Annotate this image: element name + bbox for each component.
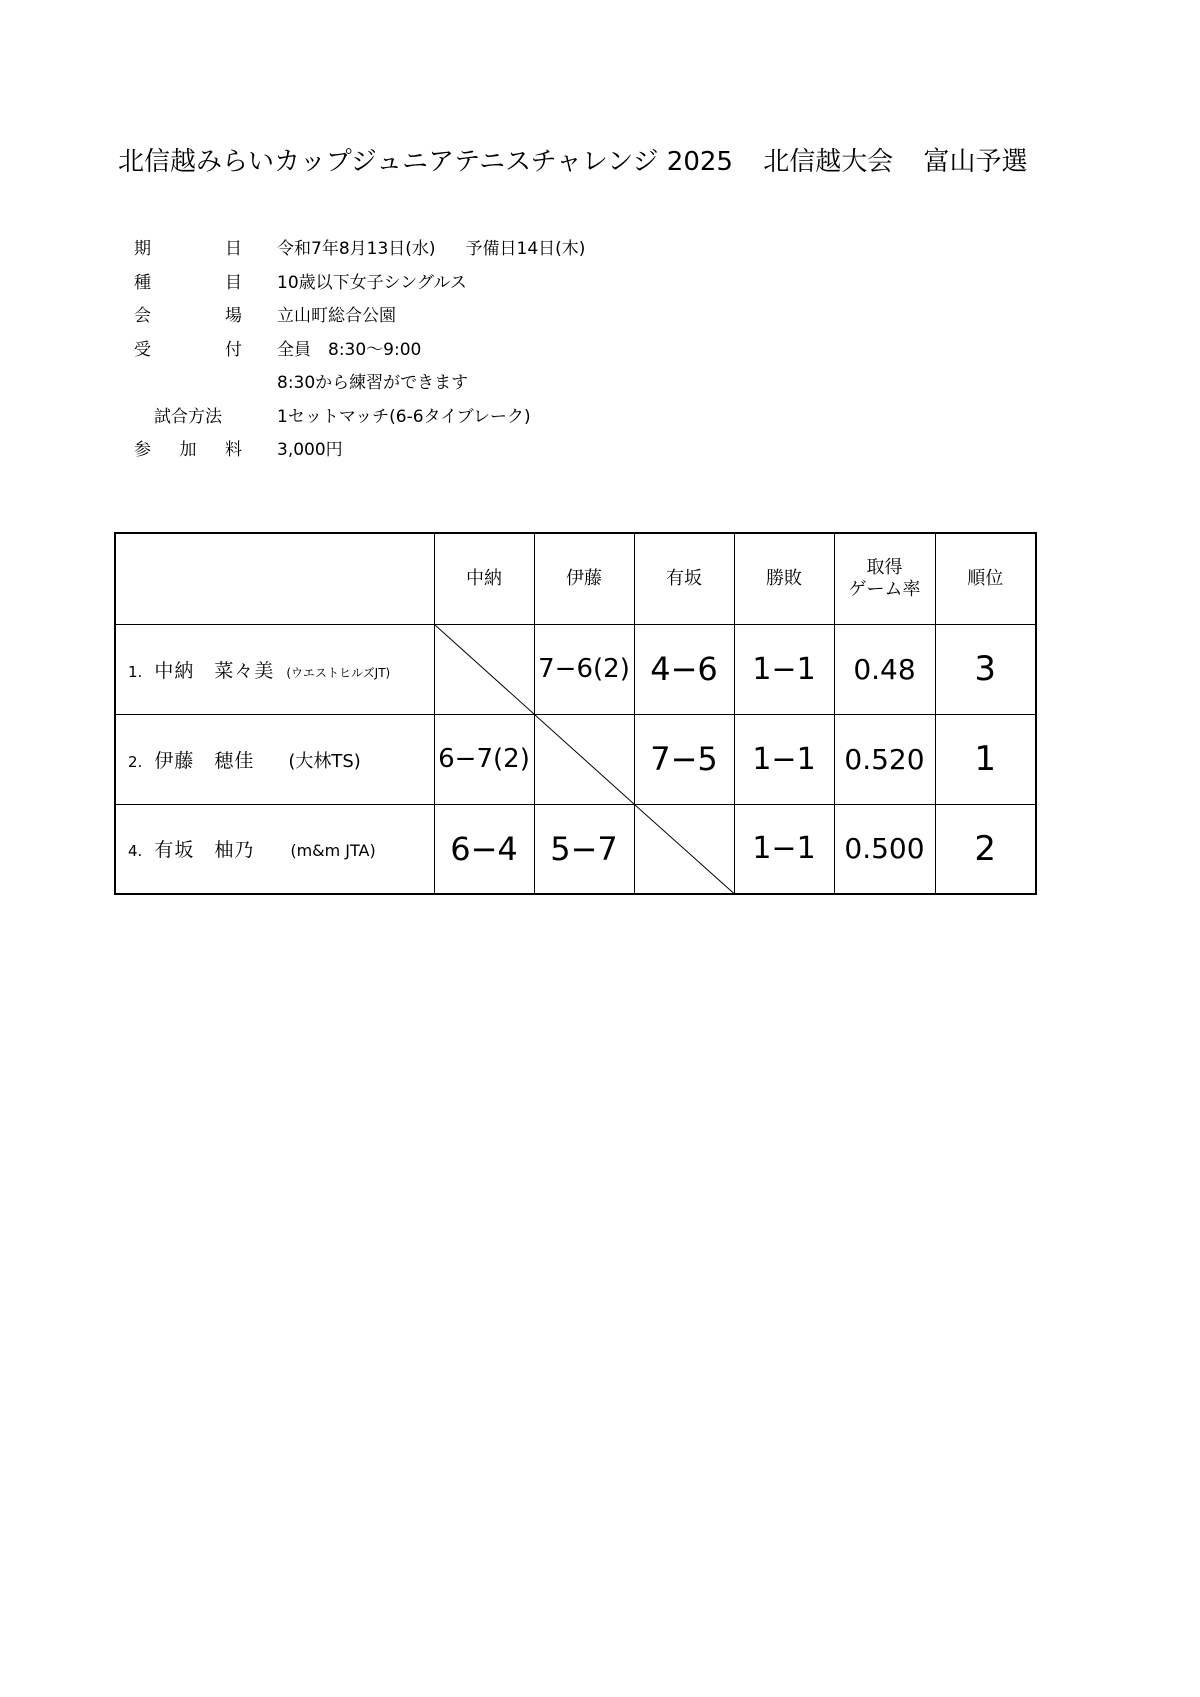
player-name: 伊藤 穂佳 — [154, 749, 255, 772]
player-seq: 1. — [128, 662, 143, 681]
info-label-date: 期 日 — [134, 239, 242, 259]
player-name: 有坂 柚乃 — [154, 839, 255, 862]
reserve-date: 予備日14日(木) — [465, 239, 586, 259]
self-match-cell — [534, 714, 634, 804]
info-value-date: 令和7年8月13日(水) 予備日14日(木) — [277, 239, 586, 259]
diagonal-line — [435, 625, 534, 714]
player-cell — [115, 804, 434, 894]
table-row — [115, 804, 1036, 894]
player-club: (m&m JTA) — [290, 841, 376, 861]
diagonal-line — [535, 715, 634, 804]
match-score: 5−7 — [534, 804, 634, 894]
info-value-reception-note: 8:30から練習ができます — [277, 373, 469, 393]
diagonal-line — [635, 805, 734, 894]
info-value-fee: 3,000円 — [277, 440, 343, 460]
header-player-3: 有坂 — [634, 533, 734, 624]
winloss-value: 1−1 — [734, 624, 834, 714]
table-row — [115, 714, 1036, 804]
rank-value: 1 — [935, 714, 1036, 804]
game-rate-value: 0.48 — [834, 624, 935, 714]
header-winloss: 勝敗 — [734, 533, 834, 624]
info-label-format: 試合方法 — [154, 406, 222, 427]
info-value-reception: 全員 8:30～9:00 — [277, 339, 422, 360]
match-score: 7−5 — [634, 714, 734, 804]
player-club: (ウエストヒルズJT) — [286, 665, 391, 680]
winloss-value: 1−1 — [734, 714, 834, 804]
match-score: 7−6(2) — [534, 624, 634, 714]
self-match-cell — [634, 804, 734, 894]
round-robin-table — [114, 532, 1037, 895]
rank-value: 2 — [935, 804, 1036, 894]
title-qualifier: 富山予選 — [923, 147, 1028, 177]
winloss-value: 1−1 — [734, 804, 834, 894]
match-score: 6−7(2) — [434, 714, 534, 804]
player-seq: 2. — [128, 752, 143, 771]
player-seq: 4. — [128, 842, 143, 861]
player-cell — [115, 714, 434, 804]
title-tournament: 北信越みらいカップジュニアテニスチャレンジ 2025 — [118, 147, 733, 177]
rank-value: 3 — [935, 624, 1036, 714]
header-rank: 順位 — [935, 533, 1036, 624]
info-value-event: 10歳以下女子シングルス — [277, 272, 467, 293]
document-title — [118, 142, 1118, 182]
info-value-format: 1セットマッチ(6-6タイブレーク) — [277, 406, 531, 427]
match-score: 6−4 — [434, 804, 534, 894]
self-match-cell — [434, 624, 534, 714]
info-label-reception: 受 付 — [134, 339, 242, 360]
player-cell — [115, 624, 434, 714]
player-name: 中納 菜々美 — [154, 659, 275, 682]
header-player-1: 中納 — [434, 533, 534, 624]
header-player-2: 伊藤 — [534, 533, 634, 624]
info-label-event: 種 目 — [134, 272, 242, 293]
title-event: 北信越大会 — [763, 147, 894, 177]
info-label-venue: 会 場 — [134, 306, 242, 326]
info-label-fee: 参 加 料 — [134, 440, 242, 460]
game-rate-value: 0.500 — [834, 804, 935, 894]
info-value-venue: 立山町総合公園 — [277, 306, 396, 326]
header-blank-cell — [115, 533, 434, 624]
match-score: 4−6 — [634, 624, 734, 714]
table-row — [115, 624, 1036, 714]
header-game-rate: 取得 ゲーム率 — [834, 533, 935, 624]
game-rate-value: 0.520 — [834, 714, 935, 804]
player-club: (大林TS) — [288, 750, 361, 772]
table-header-row — [115, 533, 1036, 624]
